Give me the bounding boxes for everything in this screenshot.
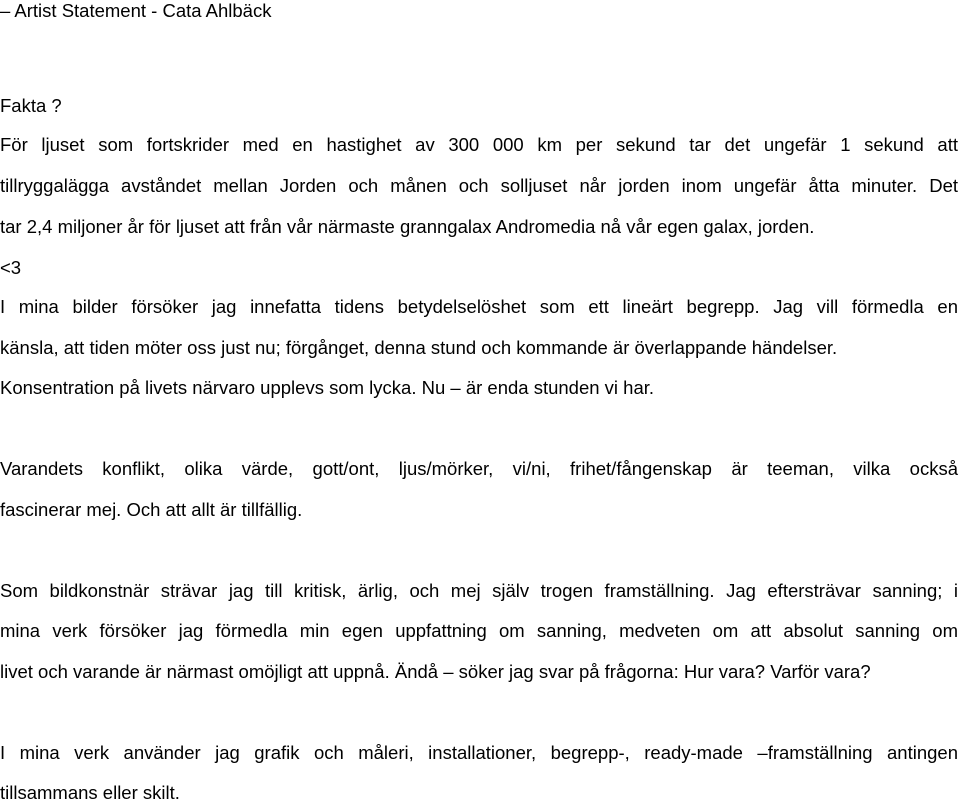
- text-line: Konsentration på livets närvaro upplevs som lycka. Nu – är enda stunden vi har.: [0, 377, 655, 398]
- text-line: För ljuset som fortskrider med en hastighet av 300 000 km per sekund tar det ungefär 1 sekund att: [0, 134, 958, 155]
- text-line: mina verk försöker jag förmedla min egen uppfattning om sanning, medveten om att absolut sanning om: [0, 620, 958, 641]
- text-line: känsla, att tiden möter oss just nu; förgånget, denna stund och kommande är överlappande händelser.: [0, 337, 838, 358]
- text-line: I mina bilder försöker jag innefatta tidens betydelselöshet som ett lineärt begrepp. Jag vill förmedla en: [0, 296, 958, 317]
- text-line: livet och varande är närmast omöjligt att uppnå. Ändå – söker jag svar på frågorna: Hur vara? Varför vara?: [0, 661, 871, 682]
- text-line: I mina verk använder jag grafik och måleri, installationer, begrepp-, ready-made –framställning antingen: [0, 742, 958, 763]
- text-line: <3: [0, 257, 22, 278]
- text-line: fascinerar mej. Och att allt är tillfällig.: [0, 499, 303, 520]
- text-line: tar 2,4 miljoner år för ljuset att från vår närmaste granngalax Andromedia nå vår egen galax, jorden.: [0, 216, 815, 237]
- text-line: Som bildkonstnär strävar jag till kritisk, ärlig, och mej själv trogen framställning. Jag eftersträvar sanning; i: [0, 580, 958, 601]
- text-line: tillsammans eller skilt.: [0, 782, 180, 803]
- text-line: Fakta ?: [0, 95, 62, 116]
- text-line: Varandets konflikt, olika värde, gott/ont, ljus/mörker, vi/ni, frihet/fångenskap är teeman, vilka också: [0, 458, 958, 479]
- text-line: tillryggalägga avståndet mellan Jorden och månen och solljuset når jorden inom ungefär åtta minuter. Det: [0, 175, 958, 196]
- document-title: – Artist Statement - Cata Ahlbäck: [0, 0, 272, 21]
